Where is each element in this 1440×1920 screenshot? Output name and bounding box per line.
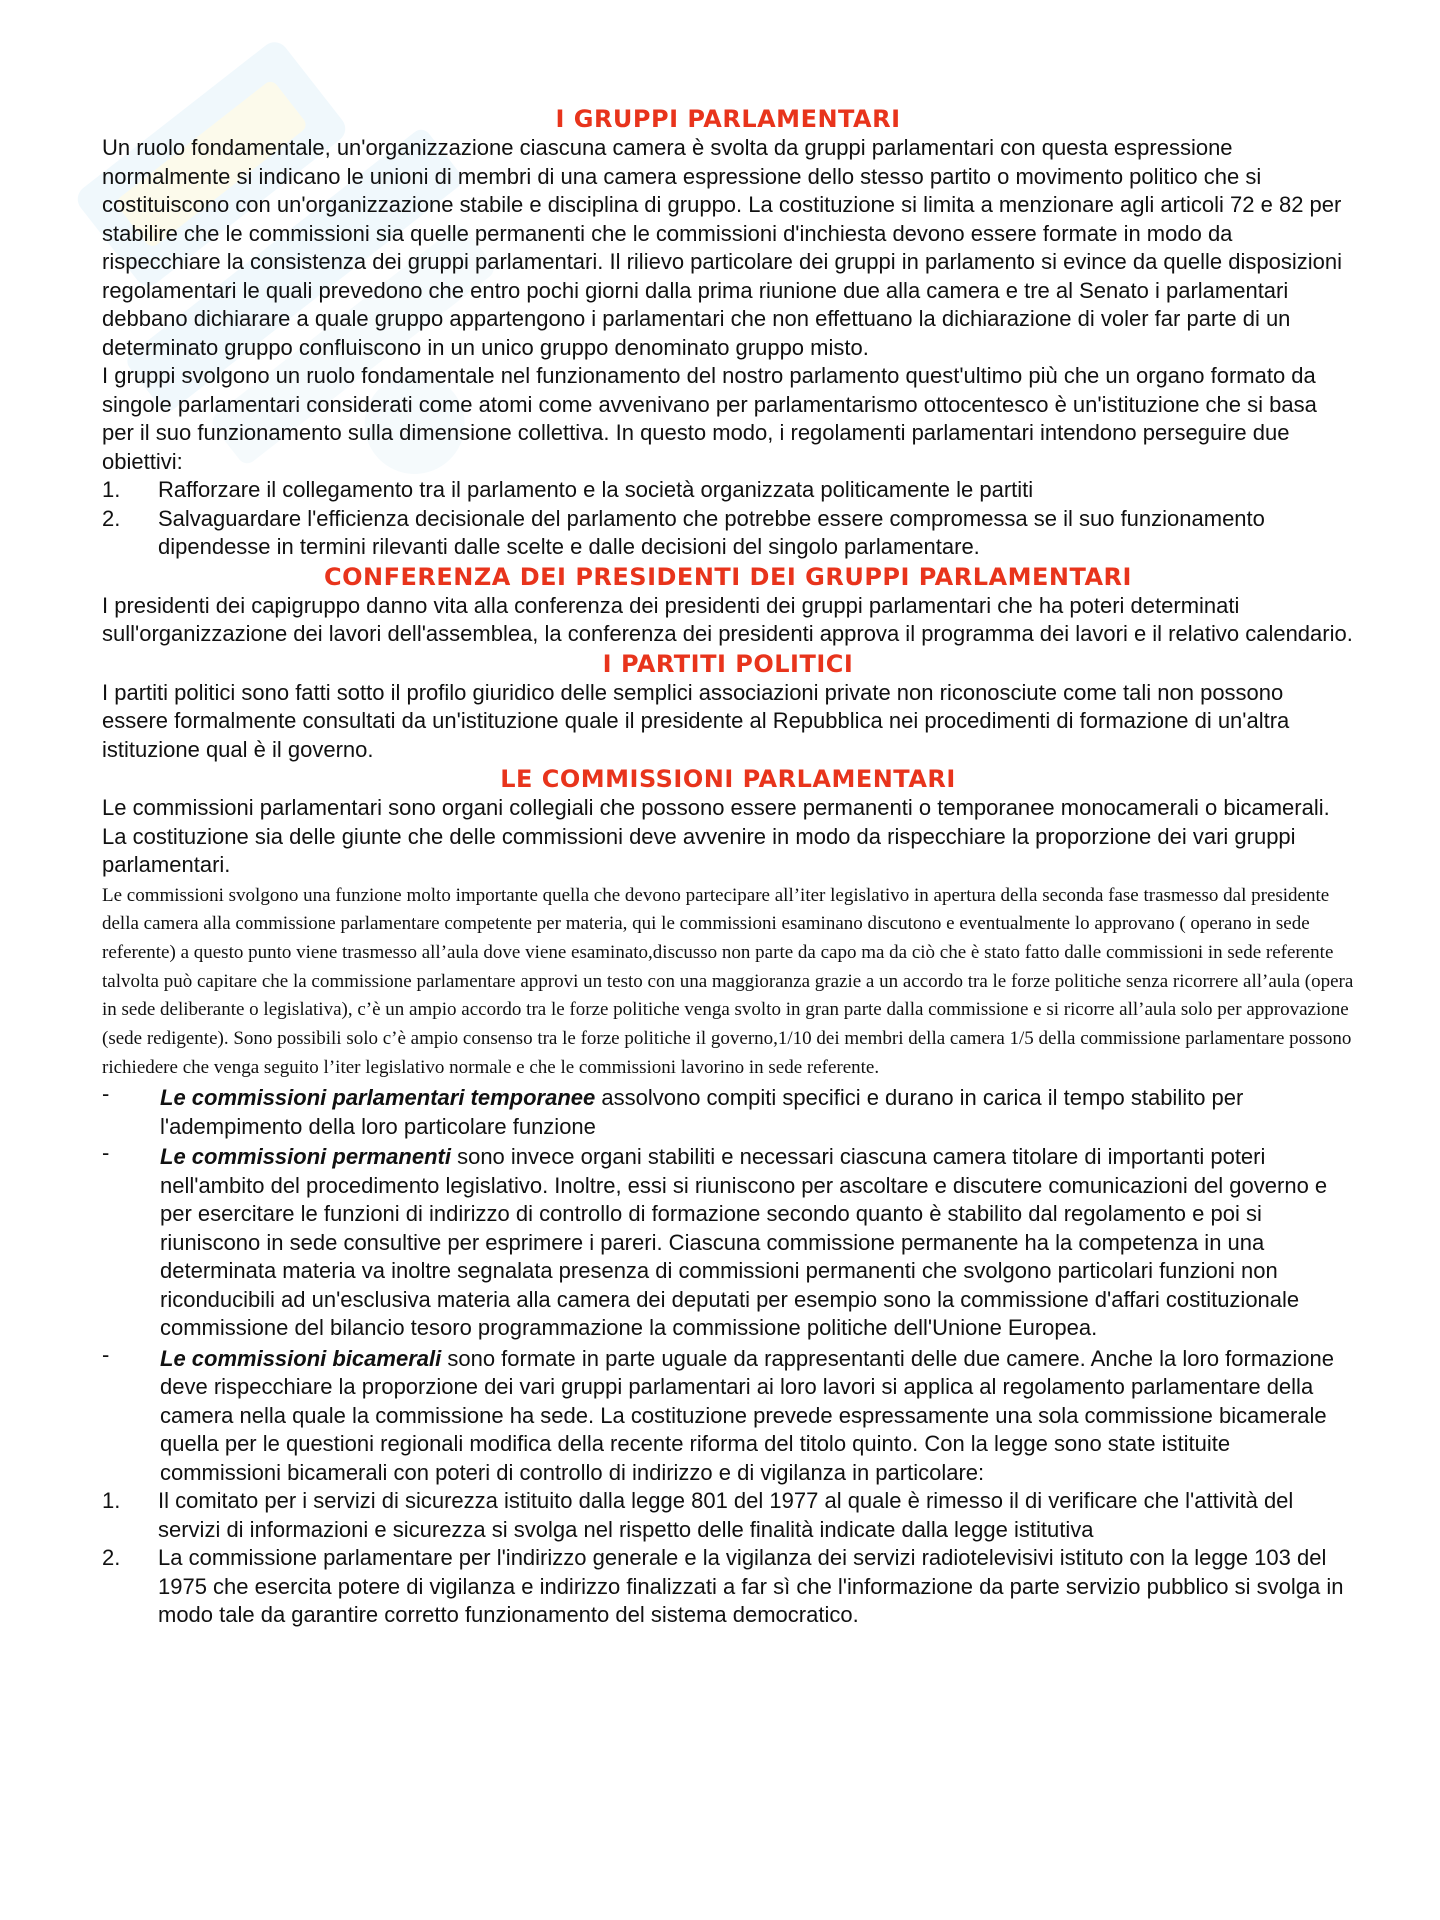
section-title-gruppi: I GRUPPI PARLAMENTARI (555, 105, 901, 133)
list-marker: - (102, 1140, 110, 1166)
list-marker: 1. (102, 477, 121, 502)
list-term: Le commissioni permanenti (160, 1144, 451, 1170)
list-marker: 1. (102, 1488, 121, 1514)
paragraph: Un ruolo fondamentale, un'organizzazione ciascuna camera è svolta da gruppi parlamentari con questa espressione normalmente si indicano le unioni di membri di una camera espressione dello stesso partito o movimento politico che si costituiscono con un'organizzazione stabile e disciplina di gruppo. La costituzione si limita a menzionare agli articoli 72 e 82 per stabilire che le commissioni sia quelle permanenti che le commissioni d'inchiesta devono essere formate in modo da rispecchiare la consistenza dei gruppi parlamentari. Il rilievo particolare dei gruppi in parlamento si evince da quelle disposizioni regolamentari le quali prevedono che entro pochi giorni dalla prima riunione due alla camera e tre al Senato i parlamentari debbano dichiarare a quale gruppo appartengono i parlamentari che non effettuano la dichiarazione di voler far parte di un determinato gruppo confluiscono in un unico gruppo denominato gruppo misto. (102, 135, 1342, 360)
numbered-list-item (102, 1544, 1354, 1630)
list-item-text: La commissione parlamentare per l'indirizzo generale e la vigilanza dei servizi radiotelevisivi istituto con la legge 103 del 1975 che esercita potere di vigilanza e indirizzo finalizzati a far sì che l'informazione da parte servizio pubblico si svolga in modo tale da garantire corretto funzionamento del sistema democratico. (158, 1545, 1344, 1628)
list-item-text: Rafforzare il collegamento tra il parlamento e la società organizzata politicamente le partiti (158, 477, 1034, 502)
section-title-partiti: I PARTITI POLITICI (602, 649, 854, 678)
paragraph: I presidenti dei capigruppo danno vita alla conferenza dei presidenti dei gruppi parlamentari che ha poteri determinati sull'organizzazione dei lavori dell'assemblea, la conferenza dei presidenti approva il programma dei lavori e il relativo calendario. (102, 592, 1353, 646)
paragraph: I gruppi svolgono un ruolo fondamentale nel funzionamento del nostro parlamento quest'ultimo più che un organo formato da singole parlamentari considerati come atomi come avvenivano per parlamentarismo ottocentesco è un'istituzione che si basa per il suo funzionamento sulla dimensione collettiva. In questo modo, i regolamenti parlamentari intendono perseguire due obiettivi: (102, 363, 1317, 474)
numbered-list-item (102, 476, 1354, 505)
list-term: Le commissioni bicamerali (160, 1345, 442, 1371)
list-term: Le commissioni parlamentari temporanee (160, 1085, 596, 1111)
dash-list-item (102, 1140, 1354, 1343)
numbered-list-item (102, 1487, 1354, 1544)
numbered-list-item (102, 505, 1354, 562)
list-marker: 2. (102, 1545, 121, 1571)
list-marker: - (102, 1081, 110, 1107)
paragraph-serif: Le commissioni svolgono una funzione molto importante quella che devono partecipare all’iter legislativo in apertura della seconda fase trasmesso dal presidente della camera alla commissione parlamentare competente per materia, qui le commissioni esaminano discutono e eventualmente lo approvano ( operano in sede referente) a questo punto viene trasmesso all’aula dove viene esaminato,discusso non parte da capo ma da ciò che è stato fatto dalle commissioni in sede referente talvolta può capitare che la commissione parlamentare approvi un testo con una maggioranza grazie a un accordo tra le forze politiche senza ricorrere all’aula (opera in sede deliberante o legislativa), c’è un ampio accordo tra le forze politiche venga svolto in gran parte dalla commissione e si ricorre all’aula solo per approvazione (sede redigente). Sono possibili solo c’è ampio consenso tra le forze politiche il governo,1/10 dei membri della camera 1/5 della commissione parlamentare possono richiedere che venga seguito l’iter legislativo normale e che le commissioni lavorino in sede referente. (102, 884, 1354, 1078)
list-marker: 2. (102, 505, 121, 531)
list-item-text: Salvaguardare l'efficienza decisionale del parlamento che potrebbe essere compromessa se il suo funzionamento dipendesse in termini rilevanti dalle scelte e dalle decisioni del singolo parlamentare. (158, 505, 1265, 559)
dash-list-item (102, 1341, 1354, 1488)
list-item-text: assolvono compiti specifici e durano in carica il tempo stabilito per l'adempimento della loro particolare funzione (160, 1085, 1244, 1139)
paragraph: I partiti politici sono fatti sotto il profilo giuridico delle semplici associazioni private non riconosciute come tali non possono essere formalmente consultati da un'istituzione quale il presidente al Repubblica nei procedimenti di formazione di un'altra istituzione qual è il governo. (102, 679, 1290, 762)
list-marker: - (102, 1341, 110, 1367)
dash-list-item (102, 1081, 1354, 1141)
section-title-commissioni: LE COMMISSIONI PARLAMENTARI (500, 765, 956, 793)
list-item-text: sono invece organi stabiliti e necessari ciascuna camera titolare di importanti poteri nell'ambito del procedimento legislativo. Inoltre, essi si riuniscono per ascoltare e discutere comunicazioni del governo e per esercitare le funzioni di indirizzo di controllo di formazione secondo quanto è stabilito dal regolamento e poi si riuniscono in sede consultive per esprimere i pareri. Ciascuna commissione permanente ha la competenza in una determinata materia va inoltre segnalata presenza di commissioni permanenti che svolgono particolari funzioni non riconducibili ad un'esclusiva materia alla camera dei deputati per esempio sono la commissione d'affari costituzionale commissione del bilancio tesoro programmazione la commissione politiche dell'Unione Europea. (160, 1144, 1328, 1341)
list-item-text: sono formate in parte uguale da rappresentanti delle due camere. Anche la loro formazione deve rispecchiare la proporzione dei vari gruppi parlamentari ai loro lavori si applica al regolamento parlamentare della camera nella quale la commissione ha sede. La costituzione prevede espressamente una sola commissione bicamerale quella per le questioni regionali modifica della recente riforma del titolo quinto. Con la legge sono state istituite commissioni bicamerali con poteri di controllo di indirizzo e di vigilanza in particolare: (160, 1345, 1335, 1485)
document-page (102, 104, 1354, 1630)
section-title-conferenza: CONFERENZA DEI PRESIDENTI DEI GRUPPI PARLAMENTARI (324, 562, 1132, 591)
list-item-text: Il comitato per i servizi di sicurezza istituito dalla legge 801 del 1977 al quale è rimesso il di verificare che l'attività del servizi di informazioni e sicurezza si svolga nel rispetto delle finalità indicate dalla legge istitutiva (158, 1488, 1294, 1542)
paragraph: Le commissioni parlamentari sono organi collegiali che possono essere permanenti o temporanee monocamerali o bicamerali. La costituzione sia delle giunte che delle commissioni deve avvenire in modo da rispecchiare la proporzione dei vari gruppi parlamentari. (102, 795, 1330, 877)
